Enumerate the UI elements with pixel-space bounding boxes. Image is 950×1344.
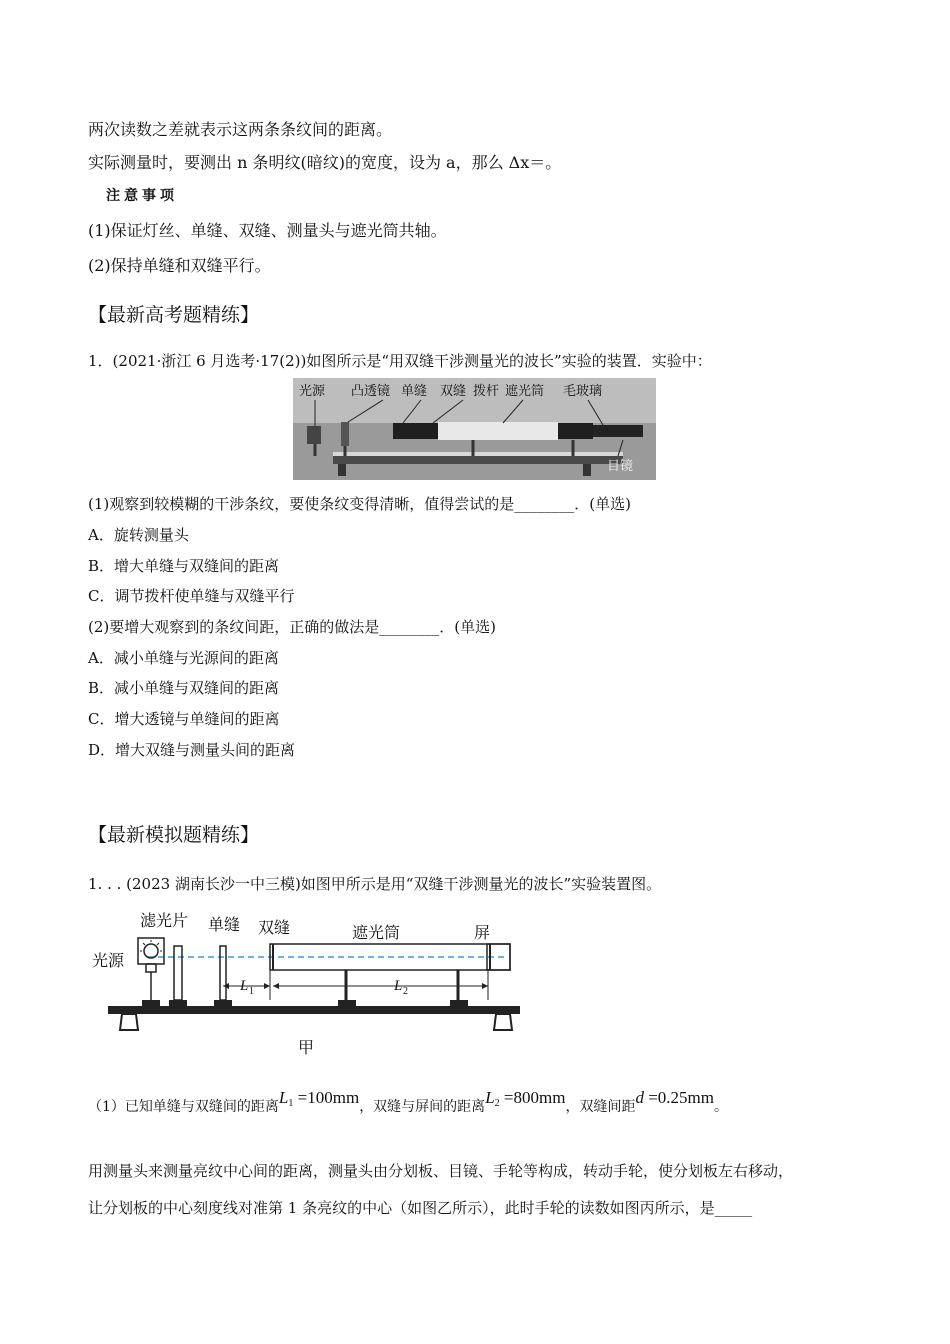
diagram-label-tube: 遮光筒 bbox=[352, 923, 401, 942]
note-item-1: (1)保证灯丝、单缝、双缝、测量头与遮光筒共轴。 bbox=[88, 221, 447, 240]
section-heading-mock: 【最新模拟题精练】 bbox=[88, 824, 260, 846]
section-heading-exam: 【最新高考题精练】 bbox=[88, 304, 260, 326]
photo-label-double-slit: 双缝 bbox=[440, 384, 467, 399]
formula-L2: $L_2 =800mm$ bbox=[485, 1088, 566, 1109]
photo-label-ground-glass: 毛玻璃 bbox=[563, 384, 603, 399]
mock-text-line-b: 让分划板的中心刻度线对准第 1 条亮纹的中心（如图乙所示），此时手轮的读数如图丙所示，是_____ bbox=[88, 1199, 753, 1217]
diagram-caption: 甲 bbox=[298, 1038, 315, 1057]
option-2a: A．减小单缝与光源间的距离 bbox=[88, 649, 279, 667]
setup-diagram bbox=[88, 908, 528, 1060]
note-item-2: (2)保持单缝和双缝平行。 bbox=[88, 256, 271, 275]
diagram-label-L2: L bbox=[394, 978, 403, 994]
question-stem: 1．(2021·浙江 6 月选考·17(2))如图所示是“用双缝干涉测量光的波长”实验的装置．实验中： bbox=[88, 352, 712, 370]
photo-label-light-source: 光源 bbox=[299, 384, 326, 399]
sub-question-2: (2)要增大观察到的条纹间距，正确的做法是________．(单选) bbox=[88, 618, 496, 636]
diagram-label-filter: 滤光片 bbox=[140, 911, 189, 930]
mock-sub-question-1 bbox=[88, 1088, 728, 1117]
photo-label-lever: 拨杆 bbox=[473, 384, 500, 399]
formula-d: d =0.25mm bbox=[635, 1088, 714, 1107]
diagram-label-light-source: 光源 bbox=[92, 951, 125, 970]
diagram-label-L2-sub: 2 bbox=[403, 986, 408, 997]
intro-line-1: 两次读数之差就表示这两条条纹间的距离。 bbox=[88, 120, 393, 139]
option-1b: B．增大单缝与双缝间的距离 bbox=[88, 557, 280, 575]
sub1-mid2: ，双缝间距 bbox=[565, 1099, 636, 1115]
sub1-mid1: ，双缝与屏间的距离 bbox=[359, 1099, 486, 1115]
formula-L1: $L_1 =100mm$ bbox=[278, 1088, 360, 1109]
diagram-label-L1: L bbox=[240, 978, 249, 994]
photo-label-tube: 遮光筒 bbox=[505, 384, 545, 399]
sub-question-1: (1)观察到较模糊的干涉条纹，要使条纹变得清晰，值得尝试的是________．(单选) bbox=[88, 495, 631, 513]
sub1-prefix: （1）已知单缝与双缝间的距离 bbox=[88, 1099, 279, 1115]
option-1a: A．旋转测量头 bbox=[88, 526, 189, 544]
diagram-label-L1-sub: 1 bbox=[249, 986, 254, 997]
photo-label-eyepiece: 目镜 bbox=[607, 459, 634, 474]
sub1-end: 。 bbox=[714, 1099, 728, 1115]
diagram-label-double-slit: 双缝 bbox=[258, 918, 291, 937]
diagram-label-single-slit: 单缝 bbox=[208, 915, 241, 934]
intro-line-2: 实际测量时，要测出 n 条明纹(暗纹)的宽度，设为 a，那么 Δx＝。 bbox=[88, 153, 562, 172]
option-2c: C．增大透镜与单缝间的距离 bbox=[88, 710, 280, 728]
photo-label-convex-lens: 凸透镜 bbox=[351, 384, 391, 399]
option-1c: C．调节拨杆使单缝与双缝平行 bbox=[88, 587, 295, 605]
note-title: 注意事项 bbox=[106, 188, 178, 204]
option-2b: B．减小单缝与双缝间的距离 bbox=[88, 679, 280, 697]
apparatus-photo bbox=[293, 378, 656, 480]
mock-text-line-a: 用测量头来测量亮纹中心间的距离，测量头由分划板、目镜、手轮等构成，转动手轮，使分划板左右移动， bbox=[88, 1162, 794, 1180]
photo-label-single-slit: 单缝 bbox=[401, 384, 428, 399]
option-2d: D．增大双缝与测量头间的距离 bbox=[88, 741, 296, 759]
diagram-label-screen: 屏 bbox=[474, 923, 491, 942]
question-stem-mock: 1. . . (2023 湖南长沙一中三模)如图甲所示是用“双缝干涉测量光的波长”实验装置图。 bbox=[88, 875, 662, 893]
